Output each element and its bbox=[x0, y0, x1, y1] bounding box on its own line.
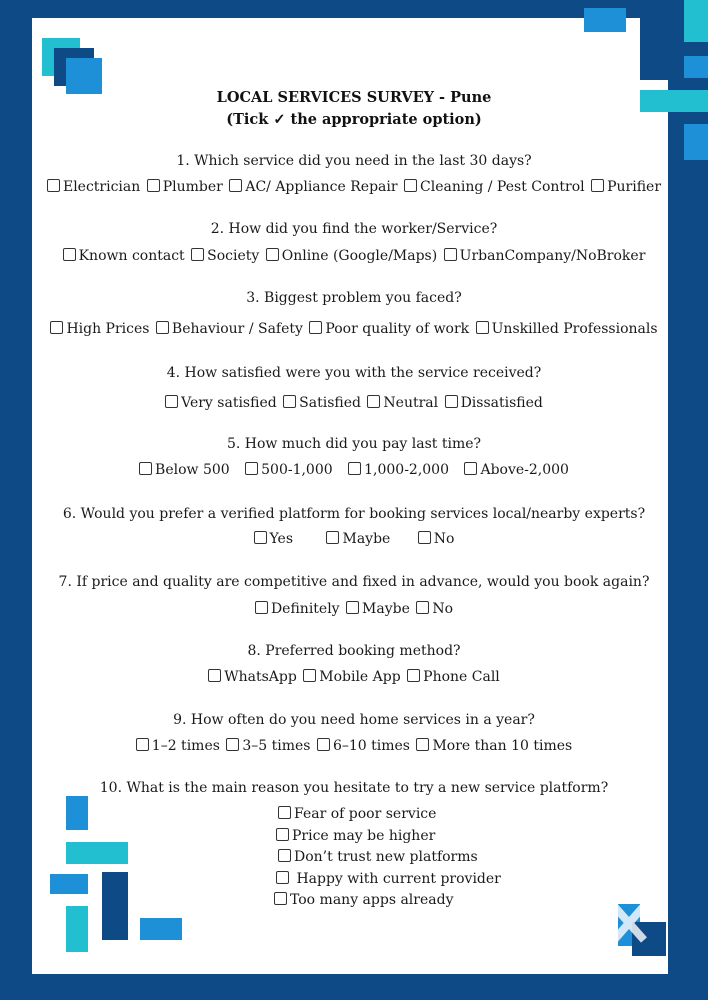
option[interactable]: Too many apps already bbox=[274, 892, 501, 914]
question-7: 7. If price and quality are competitive and fixed in advance, would you book again? bbox=[58, 574, 650, 590]
question-4: 4. How satisfied were you with the service received? bbox=[166, 365, 542, 381]
option[interactable]: 500-1,000 bbox=[245, 462, 333, 478]
option[interactable]: No bbox=[416, 601, 453, 617]
option[interactable]: Poor quality of work bbox=[309, 321, 469, 337]
option[interactable]: 1,000-2,000 bbox=[348, 462, 449, 478]
option[interactable]: Neutral bbox=[367, 395, 438, 411]
question-1-options bbox=[0, 179, 708, 195]
question-10-options bbox=[274, 806, 502, 914]
option[interactable]: No bbox=[418, 531, 455, 547]
question-2-options bbox=[0, 248, 708, 264]
checkbox[interactable] bbox=[50, 321, 63, 334]
option[interactable]: Mobile App bbox=[303, 669, 400, 685]
checkbox[interactable] bbox=[416, 738, 429, 751]
question-6: 6. Would you prefer a verified platform for booking services local/nearby experts? bbox=[62, 506, 646, 522]
checkbox[interactable] bbox=[139, 462, 152, 475]
option[interactable]: Behaviour / Safety bbox=[156, 321, 303, 337]
decor-block bbox=[66, 796, 88, 830]
option[interactable]: Yes bbox=[254, 531, 294, 547]
checkbox[interactable] bbox=[303, 669, 316, 682]
option[interactable]: Below 500 bbox=[139, 462, 230, 478]
option[interactable]: Satisfied bbox=[283, 395, 361, 411]
option[interactable]: Cleaning / Pest Control bbox=[404, 179, 585, 195]
decor-block bbox=[640, 0, 668, 80]
option[interactable]: AC/ Appliance Repair bbox=[229, 179, 397, 195]
option[interactable]: Very satisfied bbox=[165, 395, 277, 411]
checkbox[interactable] bbox=[156, 321, 169, 334]
option[interactable]: High Prices bbox=[50, 321, 149, 337]
question-5: 5. How much did you pay last time? bbox=[226, 436, 482, 452]
option[interactable]: Above-2,000 bbox=[464, 462, 569, 478]
question-3: 3. Biggest problem you faced? bbox=[246, 290, 462, 306]
checkbox[interactable] bbox=[367, 395, 380, 408]
checkbox[interactable] bbox=[255, 601, 268, 614]
option[interactable]: Happy with current provider bbox=[276, 871, 501, 893]
checkbox[interactable] bbox=[136, 738, 149, 751]
decor-block bbox=[50, 874, 88, 894]
question-4-options bbox=[0, 395, 708, 411]
checkbox[interactable] bbox=[274, 892, 287, 905]
option[interactable]: UrbanCompany/NoBroker bbox=[444, 248, 646, 264]
question-2: 2. How did you find the worker/Service? bbox=[210, 221, 498, 237]
decor-block bbox=[584, 8, 626, 32]
question-9-options bbox=[0, 738, 708, 754]
checkbox[interactable] bbox=[407, 669, 420, 682]
checkbox[interactable] bbox=[147, 179, 160, 192]
option[interactable]: 1–2 times bbox=[136, 738, 220, 754]
checkbox[interactable] bbox=[476, 321, 489, 334]
checkbox[interactable] bbox=[165, 395, 178, 408]
checkbox[interactable] bbox=[309, 321, 322, 334]
option[interactable]: Phone Call bbox=[407, 669, 500, 685]
checkbox[interactable] bbox=[418, 531, 431, 544]
decor-block bbox=[102, 872, 128, 940]
question-9: 9. How often do you need home services in a year? bbox=[173, 712, 535, 728]
option[interactable]: Unskilled Professionals bbox=[476, 321, 658, 337]
option[interactable]: Maybe bbox=[326, 531, 390, 547]
checkbox[interactable] bbox=[63, 248, 76, 261]
checkbox[interactable] bbox=[326, 531, 339, 544]
option[interactable]: Purifier bbox=[591, 179, 661, 195]
decor-block bbox=[140, 918, 182, 940]
question-7-options bbox=[0, 601, 708, 617]
option[interactable]: Maybe bbox=[346, 601, 410, 617]
checkbox[interactable] bbox=[283, 395, 296, 408]
checkbox[interactable] bbox=[229, 179, 242, 192]
question-1: 1. Which service did you need in the last 30 days? bbox=[176, 153, 532, 169]
survey-title: LOCAL SERVICES SURVEY - Pune bbox=[216, 89, 492, 106]
decor-block bbox=[684, 0, 708, 42]
question-10: 10. What is the main reason you hesitate to try a new service platform? bbox=[99, 780, 609, 796]
decor-block bbox=[66, 842, 128, 864]
checkbox[interactable] bbox=[254, 531, 267, 544]
checkbox[interactable] bbox=[464, 462, 477, 475]
option[interactable]: Society bbox=[191, 248, 259, 264]
checkbox[interactable] bbox=[444, 248, 457, 261]
checkbox[interactable] bbox=[404, 179, 417, 192]
checkbox[interactable] bbox=[245, 462, 258, 475]
option[interactable]: Price may be higher bbox=[276, 828, 501, 850]
option[interactable]: Plumber bbox=[147, 179, 223, 195]
checkbox[interactable] bbox=[416, 601, 429, 614]
option[interactable]: Fear of poor service bbox=[278, 806, 501, 828]
question-8: 8. Preferred booking method? bbox=[247, 643, 461, 659]
question-5-options bbox=[0, 462, 708, 478]
question-3-options bbox=[0, 321, 708, 337]
checkbox[interactable] bbox=[266, 248, 279, 261]
checkbox[interactable] bbox=[276, 828, 289, 841]
option[interactable]: Dissatisfied bbox=[445, 395, 543, 411]
survey-subtitle: (Tick ✓ the appropriate option) bbox=[226, 111, 482, 128]
option[interactable]: More than 10 times bbox=[416, 738, 572, 754]
option[interactable]: WhatsApp bbox=[208, 669, 297, 685]
option[interactable]: Electrician bbox=[47, 179, 140, 195]
checkbox[interactable] bbox=[348, 462, 361, 475]
question-6-options bbox=[0, 531, 708, 547]
checkbox[interactable] bbox=[346, 601, 359, 614]
option[interactable]: 3–5 times bbox=[226, 738, 310, 754]
olx-watermark-logo bbox=[544, 888, 674, 958]
checkbox[interactable] bbox=[278, 806, 291, 819]
option[interactable]: Online (Google/Maps) bbox=[266, 248, 437, 264]
option[interactable]: Don’t trust new platforms bbox=[278, 849, 501, 871]
checkbox[interactable] bbox=[276, 871, 289, 884]
checkbox[interactable] bbox=[591, 179, 604, 192]
checkbox[interactable] bbox=[47, 179, 60, 192]
checkbox[interactable] bbox=[317, 738, 330, 751]
checkbox[interactable] bbox=[445, 395, 458, 408]
decor-block bbox=[66, 906, 88, 952]
checkbox[interactable] bbox=[278, 849, 291, 862]
option[interactable]: Known contact bbox=[63, 248, 185, 264]
option[interactable]: 6–10 times bbox=[317, 738, 410, 754]
option[interactable]: Definitely bbox=[255, 601, 340, 617]
decor-block bbox=[684, 56, 708, 78]
checkbox[interactable] bbox=[191, 248, 204, 261]
checkbox[interactable] bbox=[226, 738, 239, 751]
checkbox[interactable] bbox=[208, 669, 221, 682]
question-8-options bbox=[0, 669, 708, 685]
